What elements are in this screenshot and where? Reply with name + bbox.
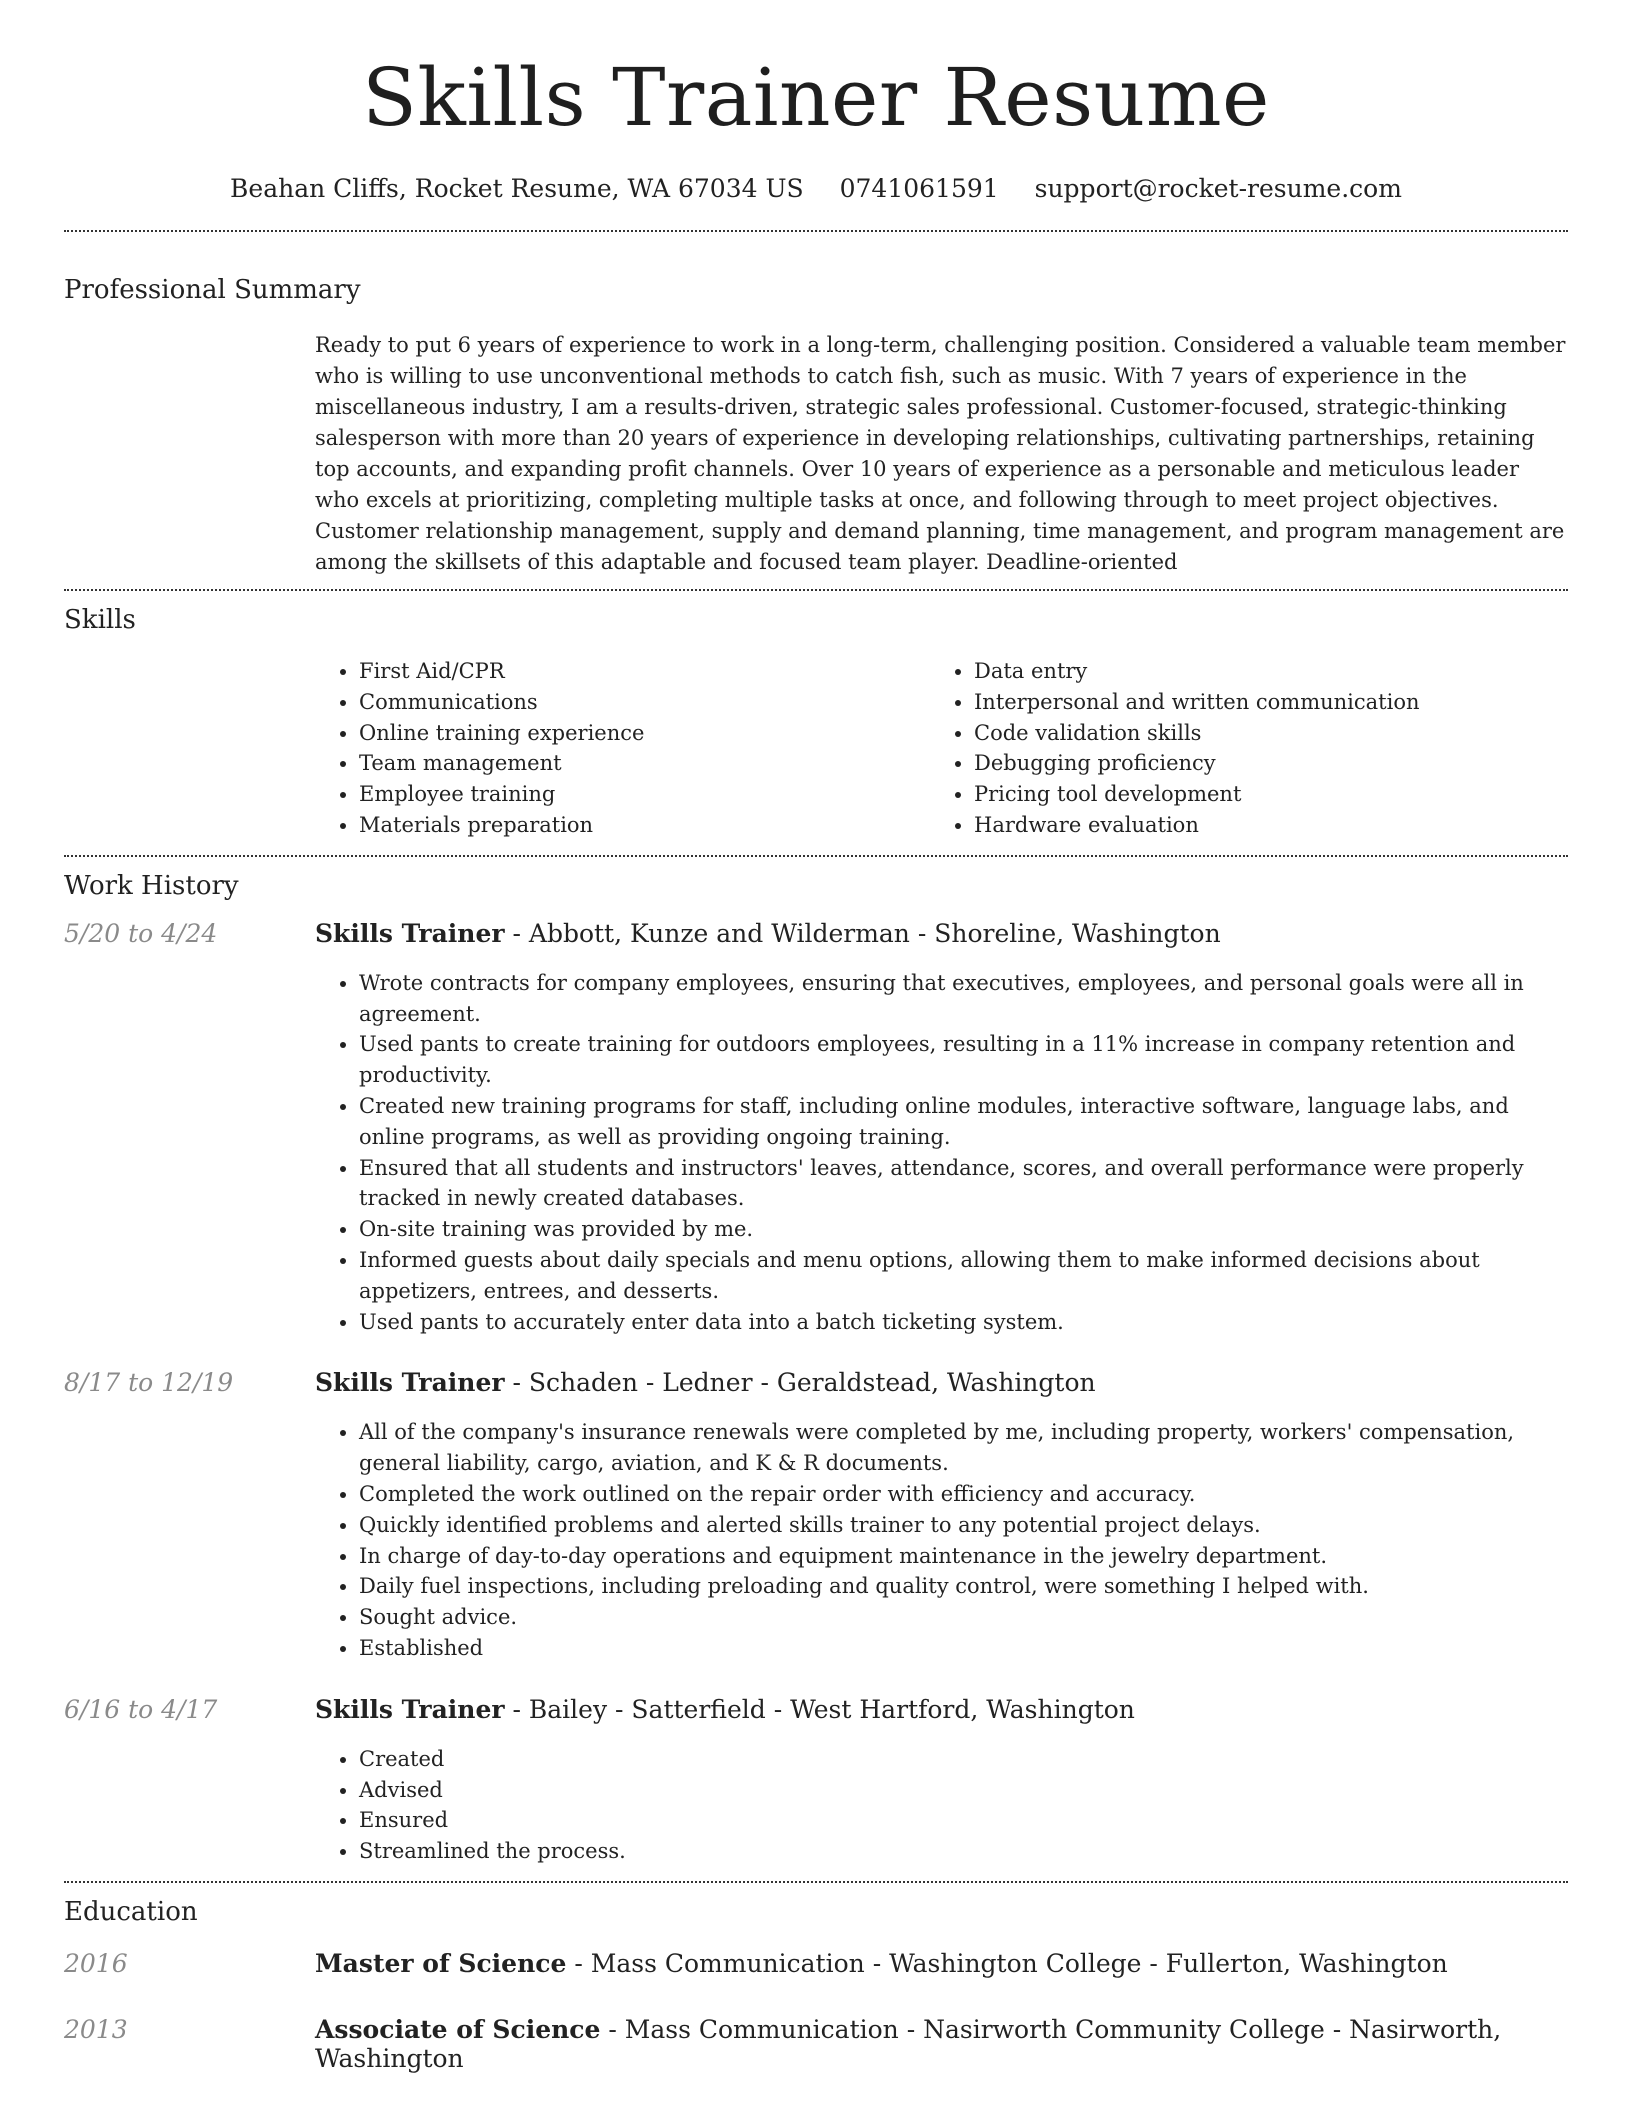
job-title <box>315 1368 1568 1398</box>
job-title <box>315 918 1568 948</box>
job-details: - Abbott, Kunze and Wilderman - Shoreline, Washington <box>504 918 1221 948</box>
skill-item: • Communications <box>359 687 930 718</box>
skill-item: • Pricing tool development <box>974 779 1545 810</box>
resume-page <box>64 0 1568 2073</box>
job-bullet: • Streamlined the process. <box>359 1836 1568 1867</box>
skill-item: • Code validation skills <box>974 718 1545 749</box>
job-bullet: • On-site training was provided by me. <box>359 1214 1568 1245</box>
education-text <box>315 1949 1448 1978</box>
education-entry <box>64 2015 1568 2073</box>
job-bullet: • Ensured <box>359 1805 1568 1836</box>
summary-heading: Professional Summary <box>64 275 361 305</box>
skills-list <box>315 656 1568 841</box>
education-entry <box>64 1949 1568 1978</box>
skill-item: • Interpersonal and written communication <box>974 687 1545 718</box>
job-dates: 6/16 to 4/17 <box>64 1694 218 1724</box>
section-divider <box>64 1881 1568 1883</box>
job-entry <box>64 1370 1568 1663</box>
job-body <box>315 918 1568 1338</box>
job-dates: 8/17 to 12/19 <box>64 1368 234 1398</box>
job-bullet: • All of the company's insurance renewals were completed by me, including property, workers' compensation, general liability, cargo, aviation, and K & R documents. <box>359 1417 1568 1479</box>
contact-address: Beahan Cliffs, Rocket Resume, WA 67034 US <box>230 174 804 203</box>
section-divider <box>64 230 1568 232</box>
job-bullet: • Created new training programs for staff, including online modules, interactive software, language labs, and online programs, as well as providing ongoing training. <box>359 1091 1568 1153</box>
contact-line <box>64 176 1568 204</box>
job-bullet: • Quickly identified problems and alerted skills trainer to any potential project delays. <box>359 1510 1568 1541</box>
skill-item: • Debugging proficiency <box>974 748 1545 779</box>
section-divider <box>64 589 1568 591</box>
skills-column-left <box>315 656 930 841</box>
section-divider <box>64 855 1568 857</box>
skill-item: • Employee training <box>359 779 930 810</box>
resume-title: Skills Trainer Resume <box>362 51 1270 144</box>
education-heading: Education <box>64 1896 198 1927</box>
education-degree: Master of Science <box>315 1948 567 1978</box>
job-body <box>315 1694 1568 1867</box>
skill-item: • Data entry <box>974 656 1545 687</box>
job-details: - Bailey - Satterfield - West Hartford, Washington <box>504 1694 1135 1724</box>
education-text <box>315 2015 1568 2073</box>
contact-phone: 0741061591 <box>839 174 999 203</box>
job-role: Skills Trainer <box>315 1368 505 1398</box>
job-bullet: • Used pants to accurately enter data into a batch ticketing system. <box>359 1307 1568 1338</box>
job-bullet: • Sought advice. <box>359 1602 1568 1633</box>
job-bullet: • Ensured that all students and instructors' leaves, attendance, scores, and overall performance were properly tracked in newly created databases. <box>359 1153 1568 1215</box>
job-entry <box>64 1694 1568 1867</box>
contact-email: support@rocket-resume.com <box>1034 174 1402 203</box>
summary-text: Ready to put 6 years of experience to work in a long-term, challenging position. Considered a valuable team member who is willing to use unconventional methods to catch fish, such as music. With 7 years of experience in the miscellaneous industry, I am a results-driven, strategic sales professional. Customer-focused, strategic-thinking salesperson with more than 20 years of experience in developing relationships, cultivating partnerships, retaining top accounts, and expanding profit channels. Over 10 years of experience as a personable and meticulous leader who excels at prioritizing, completing multiple tasks at once, and following through to meet project objectives. Customer relationship management, supply and demand planning, time management, and program management are among the skillsets of this adaptable and focused team player. Deadline-oriented <box>315 333 1566 574</box>
skill-item: • First Aid/CPR <box>359 656 930 687</box>
job-bullet: • Completed the work outlined on the repair order with efficiency and accuracy. <box>359 1479 1568 1510</box>
skill-item: • Team management <box>359 748 930 779</box>
work-history-heading: Work History <box>64 870 239 901</box>
job-dates: 5/20 to 4/24 <box>64 918 218 948</box>
job-bullet: • Advised <box>359 1775 1568 1806</box>
skill-item: • Materials preparation <box>359 810 930 841</box>
skill-item: • Online training experience <box>359 718 930 749</box>
education-year: 2016 <box>64 1948 128 1978</box>
job-details: - Schaden - Ledner - Geraldstead, Washington <box>504 1368 1096 1398</box>
job-entry <box>64 918 1568 1338</box>
job-bullet: • Established <box>359 1633 1568 1664</box>
education-details: - Mass Communication - Nasirworth Community College - Nasirworth, Washington <box>315 2014 1502 2073</box>
skills-heading: Skills <box>64 605 136 635</box>
job-bullet: • In charge of day-to-day operations and equipment maintenance in the jewelry department. <box>359 1541 1568 1572</box>
job-role: Skills Trainer <box>315 1694 505 1724</box>
education-year: 2013 <box>64 2014 128 2044</box>
skill-item: • Hardware evaluation <box>974 810 1545 841</box>
job-bullet: • Informed guests about daily specials and menu options, allowing them to make informed decisions about appetizers, entrees, and desserts. <box>359 1245 1568 1307</box>
job-bullet: • Created <box>359 1744 1568 1775</box>
education-degree: Associate of Science <box>315 2014 601 2044</box>
skills-column-right <box>930 656 1545 841</box>
job-bullet: • Daily fuel inspections, including preloading and quality control, were something I helped with. <box>359 1571 1568 1602</box>
job-bullet: • Used pants to create training for outdoors employees, resulting in a 11% increase in company retention and productivity. <box>359 1029 1568 1091</box>
education-details: - Mass Communication - Washington College - Fullerton, Washington <box>566 1948 1448 1978</box>
job-role: Skills Trainer <box>315 918 505 948</box>
job-title <box>315 1694 1568 1724</box>
job-body <box>315 1370 1568 1663</box>
job-bullet: • Wrote contracts for company employees, ensuring that executives, employees, and personal goals were all in agreement. <box>359 968 1568 1030</box>
